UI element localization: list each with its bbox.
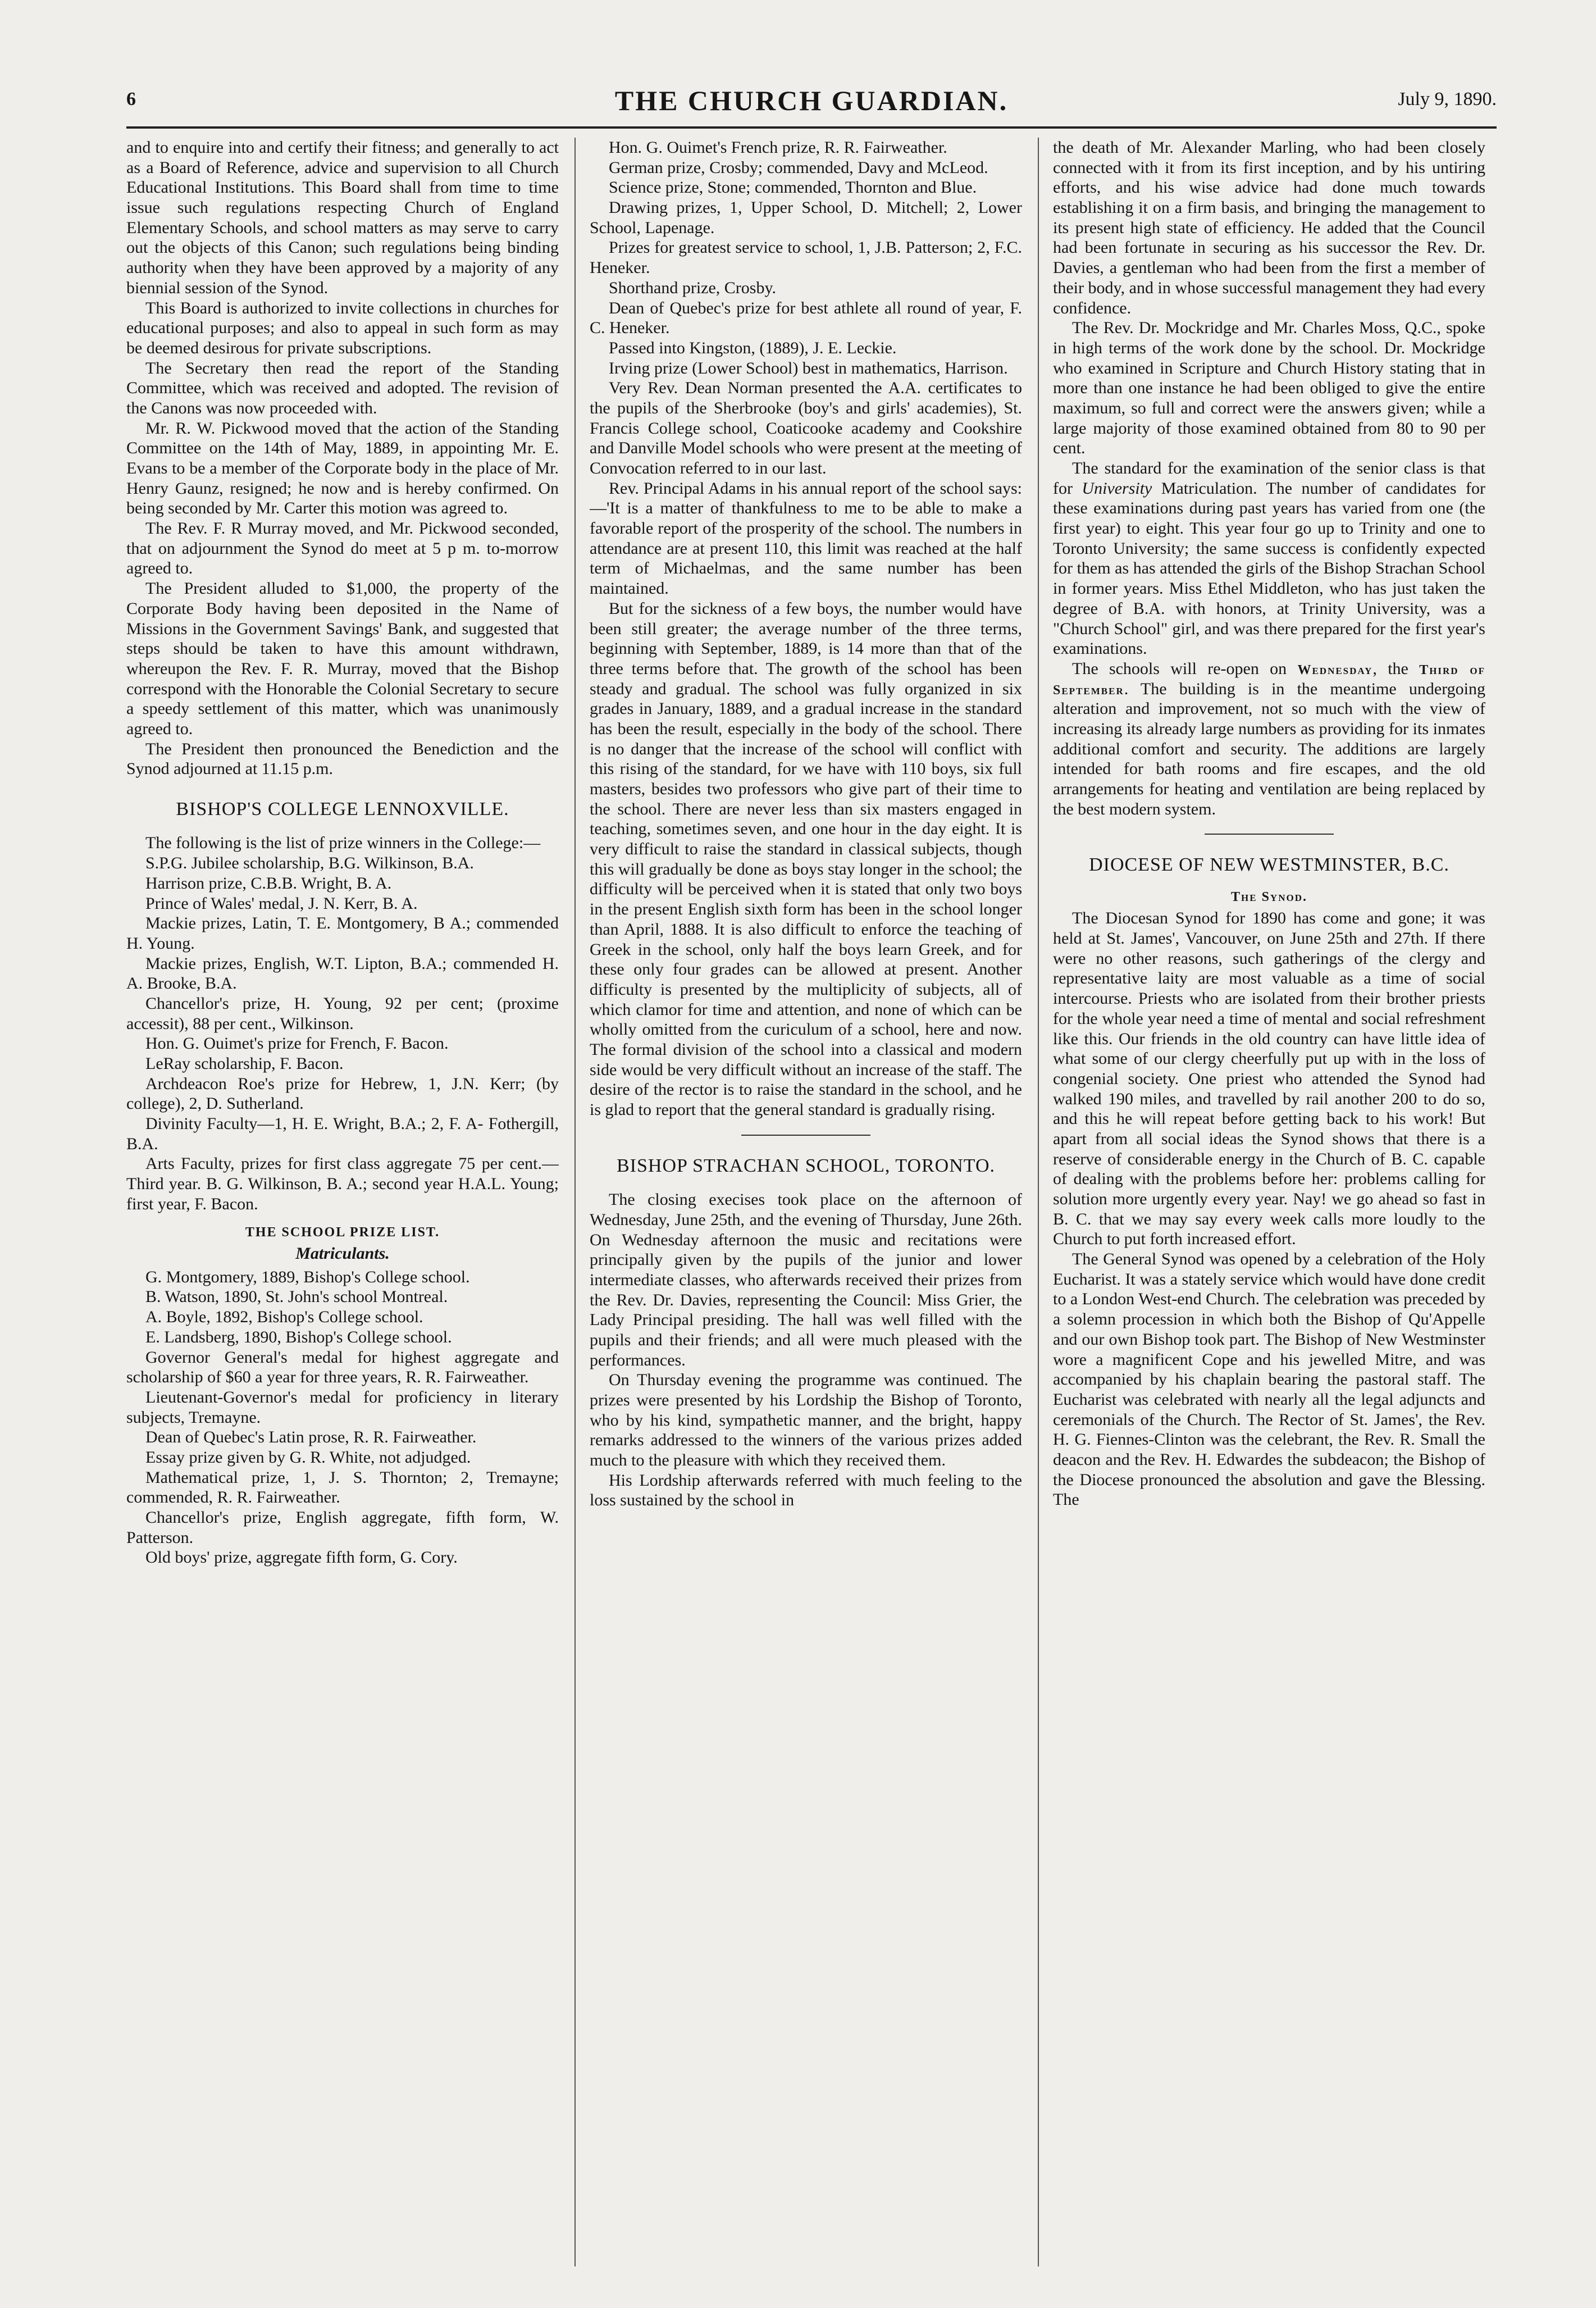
- paragraph: The Rev. F. R Murray moved, and Mr. Pickwood seconded, that on adjournment the Synod do meet at 5 p m. to-morrow agreed to.: [126, 519, 559, 578]
- paragraph: [1053, 659, 1485, 820]
- paragraph: The President then pronounced the Benediction and the Synod adjourned at 11.15 p.m.: [126, 739, 559, 779]
- section-divider: [741, 1135, 870, 1136]
- emphasis-text: Third of September: [1053, 662, 1485, 698]
- column-1: [126, 138, 559, 2266]
- list-item: Archdeacon Roe's prize for Hebrew, 1, J.N. Kerr; (by college), 2, D. Sutherland.: [126, 1074, 559, 1113]
- paragraph: The following is the list of prize winners in the College:—: [145, 834, 541, 853]
- column-divider: [1038, 138, 1039, 2266]
- page-number: 6: [126, 89, 136, 110]
- subsection-heading: The Synod.: [1231, 889, 1307, 904]
- paragraph: [1053, 458, 1485, 659]
- list-item: Lieutenant-Governor's medal for proficiency in literary subjects, Tremayne.: [126, 1387, 559, 1427]
- paragraph: and to enquire into and certify their fitness; and generally to act as a Board of Reference, advice and supervision to all Church Educational Institutions. This Board shall from time to time issue such regulations respecting Church of England Elementary Schools, and school matters as may serve to carry out the objects of this Canon; such regulations being binding authority when they have been approved by a majority of any biennial session of the Synod.: [126, 138, 559, 297]
- list-item: Chancellor's prize, H. Young, 92 per cent; (proxime accessit), 88 per cent., Wilkinson.: [126, 994, 559, 1033]
- newspaper-title: THE CHURCH GUARDIAN.: [614, 85, 1009, 116]
- list-item: Governor General's medal for highest aggregate and scholarship of $60 a year for three years, R. R. Fairweather.: [126, 1348, 559, 1387]
- list-item: Dean of Quebec's Latin prose, R. R. Fairweather.: [145, 1428, 477, 1447]
- paragraph: The President alluded to $1,000, the property of the Corporate Body having been deposited in the Name of Missions in the Government Savings' Bank, and suggested that steps should be taken to have this amount withdrawn, whereupon the Rev. F. R. Murray, moved that the Bishop correspond with the Honorable the Colonial Secretary to secure a speedy settlement of this matter, which was unanimously agreed to.: [126, 579, 559, 738]
- list-item: Mathematical prize, 1, J. S. Thornton; 2, Tremayne; commended, R. R. Fairweather.: [126, 1468, 559, 1507]
- list-item: Passed into Kingston, (1889), J. E. Leckie.: [609, 338, 897, 357]
- list-item: German prize, Crosby; commended, Davy and McLeod.: [609, 158, 988, 177]
- list-item: B. Watson, 1890, St. John's school Montreal.: [145, 1287, 448, 1306]
- paragraph: But for the sickness of a few boys, the number would have been still greater; the average number of the three terms, beginning with September, 1889, is 14 more than that of the three terms before that. The growth of the school has been steady and gradual. The school was fully organized in six grades in January, 1889, and a gradual increase in the standard has been the result, especially in the body of the school. There is no danger that the increase of the school will conflict with this rising of the standard, for we have with 110 boys, six full masters, besides two professors who give part of their time to the school. There are never less than six masters engaged in teaching, sometimes seven, and one hour in the day eight. It is very difficult to raise the standard in classical subjects, though this will gradually be done as boys stay longer in the school; the difficulty will be perceived when it is stated that only two boys in the present English sixth form has been in the school longer than April, 1888. It is also difficult to enforce the teaching of Greek in the school, only half the boys learn Greek, and for these only four grades can be allowed at present. Another difficulty is presented by the multiplicity of subjects, all of which clamor for time and attention, and none of which can be wholly omitted from the curiculum of a school, here and now. The formal division of the school into a classical and modern side would be very difficult without an increase of the staff. The desire of the rector is to raise the standard in the school, and he is glad to report that the general standard is gradually rising.: [590, 599, 1022, 1119]
- column-2: [590, 138, 1022, 2266]
- list-item: Divinity Faculty—1, H. E. Wright, B.A.; 2, F. A- Fothergill, B.A.: [126, 1114, 559, 1153]
- text-run: . The building is in the meantime undergoing alteration and improvement, not so much with the view of increasing its already large numbers as providing for its inmates additional comfort and security. The additions are largely intended for bath rooms and fire escapes, and the old arrangements for heating and ventilation are being replaced by the best modern system.: [1053, 679, 1485, 818]
- list-item: Chancellor's prize, English aggregate, fifth form, W. Patterson.: [126, 1508, 559, 1547]
- list-item: E. Landsberg, 1890, Bishop's College school.: [145, 1327, 452, 1346]
- list-item: Mackie prizes, Latin, T. E. Montgomery, B A.; commended H. Young.: [126, 914, 559, 953]
- subsection-subheading: Matriculants.: [295, 1244, 390, 1263]
- list-item: A. Boyle, 1892, Bishop's College school.: [145, 1308, 423, 1327]
- list-item: Drawing prizes, 1, Upper School, D. Mitchell; 2, Lower School, Lapenage.: [590, 198, 1022, 237]
- list-item: LeRay scholarship, F. Bacon.: [145, 1054, 344, 1073]
- list-item: S.P.G. Jubilee scholarship, B.G. Wilkinson, B.A.: [145, 854, 474, 873]
- list-item: Essay prize given by G. R. White, not adjudged.: [145, 1447, 471, 1467]
- list-item: Hon. G. Ouimet's prize for French, F. Bacon.: [145, 1034, 449, 1053]
- list-item: Irving prize (Lower School) best in mathematics, Harrison.: [609, 358, 1008, 377]
- paragraph: The Diocesan Synod for 1890 has come and gone; it was held at St. James', Vancouver, on June 25th and 27th. If there were no other reasons, such gatherings of the clergy and representative laity are most valuable as a time of social intercourse. Priests who are isolated from their brother priests for the whole year need a time of mental and social refreshment like this. Our friends in the old country can have little idea of what some of our clergy cheerfully put up with in the loss of congenial society. One priest who attended the Synod had walked 190 miles, and travelled by rail another 200 to do so, and this he will repeat before getting back to his work! But apart from all social ideas the Synod shows that there is a reserve of considerable energy in the Church of B. C. capable of dealing with the problems before her: problems calling for solution more urgently every year. Nay! we go ahead so fast in B. C. that we may say every week calls more loudly to the Church to put forth increased effort.: [1053, 909, 1485, 1249]
- issue-date: July 9, 1890.: [1398, 89, 1497, 110]
- section-heading: BISHOP'S COLLEGE LENNOXVILLE.: [176, 799, 509, 820]
- page-header: [126, 84, 1497, 124]
- text-run: The schools will re-open on: [1072, 659, 1298, 678]
- list-item: Arts Faculty, prizes for first class aggregate 75 per cent.—Third year. B. G. Wilkinson, B. A.; second year H.A.L. Young; first year, F. Bacon.: [126, 1154, 559, 1213]
- list-item: Prince of Wales' medal, J. N. Kerr, B. A.: [145, 894, 418, 913]
- emphasis-text: Wednesday: [1297, 662, 1373, 677]
- subsection-heading: THE SCHOOL PRIZE LIST.: [245, 1224, 440, 1240]
- list-item: Old boys' prize, aggregate fifth form, G. Cory.: [145, 1548, 458, 1567]
- list-item: Harrison prize, C.B.B. Wright, B. A.: [145, 873, 392, 893]
- paragraph: Very Rev. Dean Norman presented the A.A. certificates to the pupils of the Sherbrooke (boy's and girls' academies), St. Francis College school, Coaticooke academy and Cookshire and Danville Model schools who were present at the meeting of Convocation referred to in our last.: [590, 379, 1022, 477]
- text-run: The standard for the examination of the senior class is that for: [1053, 459, 1485, 498]
- paragraph: Mr. R. W. Pickwood moved that the action of the Standing Committee on the 14th of May, 1889, in appointing Mr. E. Evans to be a member of the Corporate body in the place of Mr. Henry Gaunz, resigned; he now and is hereby confirmed. On being seconded by Mr. Carter this motion was agreed to.: [126, 418, 559, 518]
- column-divider: [574, 138, 576, 2266]
- paragraph: This Board is authorized to invite collections in churches for educational purposes; and also to appeal in such form as may be deemed desirous for private subscriptions.: [126, 298, 559, 357]
- section-heading: DIOCESE OF NEW WESTMINSTER, B.C.: [1089, 854, 1449, 876]
- paragraph: the death of Mr. Alexander Marling, who had been closely connected with it from its first inception, and by his untiring efforts, and his wise advice had done much towards establishing it on a firm basis, and bringing the management to its present high state of efficiency. He added that the Council had been fortunate in securing as his successor the Rev. Dr. Davies, a gentleman who had been from the first a member of their body, and in whose successful management they had every confidence.: [1053, 138, 1485, 317]
- list-item: Dean of Quebec's prize for best athlete all round of year, F. C. Heneker.: [590, 298, 1022, 338]
- text-run: , the: [1372, 659, 1420, 678]
- paragraph: The Rev. Dr. Mockridge and Mr. Charles Moss, Q.C., spoke in high terms of the work done by the school. Dr. Mockridge who examined in Scripture and Church History stating that in more than one instance he had been obliged to give the entire maximum, so full and correct were the answers given; while a large majority of those examined obtained from 80 to 90 per cent.: [1053, 318, 1485, 458]
- paragraph: His Lordship afterwards referred with much feeling to the loss sustained by the school in: [590, 1471, 1022, 1510]
- list-item: Hon. G. Ouimet's French prize, R. R. Fairweather.: [609, 138, 947, 157]
- header-rule: [126, 126, 1497, 129]
- paragraph: The closing execises took place on the afternoon of Wednesday, June 25th, and the evening of Thursday, June 26th. On Wednesday afternoon the music and recitations were principally given by the pupils of the junior and lower intermediate classes, who afterwards received their prizes from the Rev. Dr. Davies, representing the Council: Miss Grier, the Lady Principal presiding. The hall was well filled with the pupils and their friends; and all were much pleased with the performances.: [590, 1190, 1022, 1369]
- text-run: Matriculation. The number of candidates for these examinations during past years has varied from one (the first year) to eight. This year four go up to Trinity and one to Toronto University; the same success is confidently expected for them as has attended the girls of the Bishop Strachan School in former years. Miss Ethel Middleton, who has just taken the degree of B.A. with honors, at Trinity University, was a "Church School" girl, and was there prepared for the first year's examinations.: [1053, 479, 1485, 658]
- list-item: Science prize, Stone; commended, Thornton and Blue.: [609, 178, 977, 197]
- list-item: Shorthand prize, Crosby.: [609, 278, 777, 297]
- paragraph: Rev. Principal Adams in his annual report of the school says:—'It is a matter of thankfulness to me to be able to make a favorable report of the prosperity of the school. The numbers in attendance are at present 110, this limit was reached at the half term of Michaelmas, and the same number has been maintained.: [590, 479, 1022, 598]
- paragraph: The Secretary then read the report of the Standing Committee, which was received and adopted. The revision of the Canons was now proceeded with.: [126, 358, 559, 417]
- list-item: Prizes for greatest service to school, 1, J.B. Patterson; 2, F.C. Heneker.: [590, 238, 1022, 277]
- list-item: Mackie prizes, English, W.T. Lipton, B.A.; commended H. A. Brooke, B.A.: [126, 954, 559, 993]
- section-divider: [1205, 834, 1334, 835]
- emphasis-text: University: [1082, 479, 1152, 498]
- paragraph: The General Synod was opened by a celebration of the Holy Eucharist. It was a stately service which would have done credit to a London West-end Church. The celebration was preceded by a solemn procession in which both the Bishop of Qu'Appelle and our own Bishop took part. The Bishop of New Westminster wore a magnificent Cope and his jewelled Mitre, and was accompanied by his chaplain bearing the pastoral staff. The Eucharist was celebrated with nearly all the legal adjuncts and ceremonials of the Church. The Rector of St. James', the Rev. H. G. Fiennes-Clinton was the celebrant, the Rev. R. Small the deacon and the Rev. H. Edwardes the subdeacon; the Bishop of the Diocese pronounced the absolution and gave the Blessing. The: [1053, 1250, 1485, 1509]
- list-item: G. Montgomery, 1889, Bishop's College school.: [145, 1267, 470, 1286]
- column-3: [1053, 138, 1485, 2266]
- paragraph: On Thursday evening the programme was continued. The prizes were presented by his Lordship the Bishop of Toronto, who by his kind, sympathetic manner, and the bright, happy remarks addressed to the winners of the various prizes added much to the pleasure with which they received them.: [590, 1371, 1022, 1470]
- section-heading: BISHOP STRACHAN SCHOOL, TORONTO.: [616, 1155, 995, 1176]
